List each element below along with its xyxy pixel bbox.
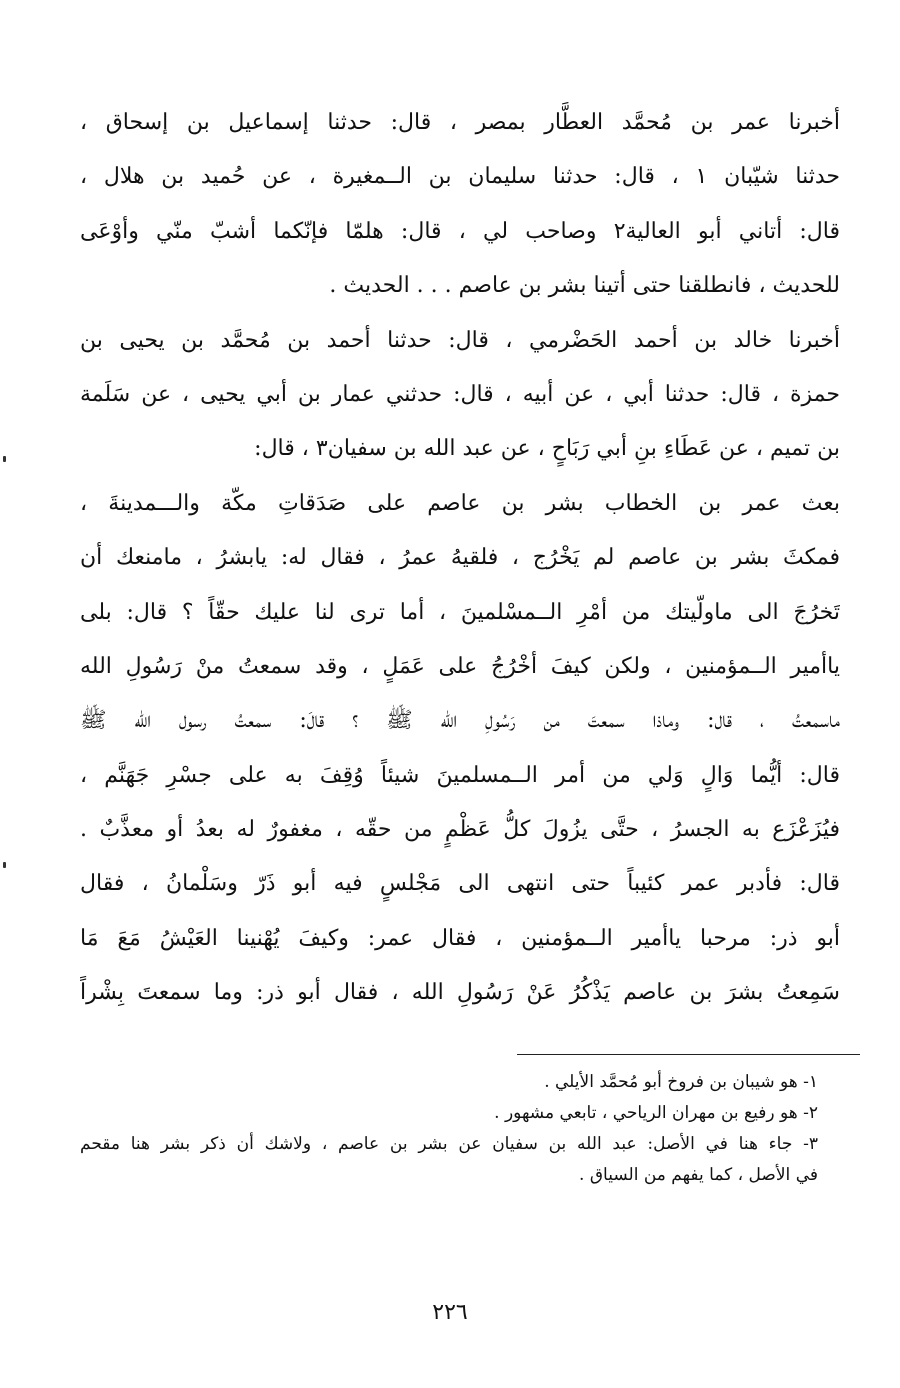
text-line: سَمِعتُ بشرَ بن عاصم يَذْكُرُ عَنْ رَسُولِ الله ، فقال أبو ذر: وما سمعتَ بِشْراً [80, 980, 840, 1006]
footnote-continuation: في الأصل ، كما يفهم من السياق . [579, 1165, 818, 1185]
text-line: فمكثَ بشر بن عاصم لم يَخْرُج ، فلقيهُ عمرُ ، فقال له: يابشرُ ، مامنعك أن [80, 545, 840, 571]
text-line: بعث عمر بن الخطاب بشر بن عاصم على صَدَقاتِ مكّة والـــمدينةَ ، [80, 490, 840, 516]
text-line: للحديث ، فانطلقنا حتى أتينا بشر بن عاصم . . . الحديث . [329, 273, 840, 299]
footnote: ١- هو شيبان بن فروخ أبو مُحمَّد الأيلي . [544, 1072, 818, 1092]
footnote: ٣- جاء هنا في الأصل: عبد الله بن سفيان عن بشر بن عاصم ، ولاشك أن ذكر بشر هنا مقحم [80, 1134, 818, 1154]
text-line: أبو ذر: مرحبا ياأمير الــمؤمنين ، فقال عمر: وكيفَ يُهْنينا العَيْشُ مَعَ مَا [80, 925, 840, 951]
text-line: بن تميم ، عن عَطَاءِ بنِ أبي رَبَاحٍ ، عن عبد الله بن سفيان٣ ، قال: [254, 436, 840, 462]
footnotes [80, 1068, 818, 1192]
text-line: أخبرنا خالد بن أحمد الحَضْرمي ، قال: حدثنا أحمد بن مُحمَّد بن يحيى بن [80, 327, 840, 353]
text-line: ياأمير الــمؤمنين ، ولكن كيفَ أخْرُجُ على عَمَلٍ ، وقد سمعتُ منْ رَسُولِ الله [80, 653, 840, 679]
text-line: قال: فأدبر عمر كئيباً حتى انتهى الى مَجْلسٍ فيه أبو ذَرّ وسَلْمانُ ، فقال [80, 871, 840, 897]
main-text [80, 96, 840, 1021]
text-line: ماسمعتُ ، قال: وماذا سمعتَ من رَسُولِ الله ﷺ ؟ قالَ: سمعتُ رسول الله ﷺ [80, 708, 840, 734]
text-line: قال: أيُّما وَالٍ وَلي من أمر الــمسلمينَ شيئاً وُقِفَ به على جسْرِ جَهَنَّم ، [80, 762, 840, 788]
page-number: ٢٢٦ [432, 1300, 468, 1325]
text-line: أخبرنا عمر بن مُحمَّد العطَّار بمصر ، قال: حدثنا إسماعيل بن إسحاق ، [80, 110, 840, 135]
text-line: فيُزَعْزَع به الجسرُ ، حتَّى يزُولَ كلُّ عَظْمٍ من حقّه ، مغفورٌ له بعدُ أو معذَّبٌ . [80, 817, 840, 843]
text-line: حدثنا شيّبان ١ ، قال: حدثنا سليمان بن الــمغيرة ، عن حُميد بن هلال ، [80, 164, 840, 190]
margin-mark [3, 862, 6, 868]
text-line: حمزة ، قال: حدثنا أبي ، عن أبيه ، قال: حدثني عمار بن أبي يحيى ، عن سَلَمة [80, 381, 840, 407]
text-line: قال: أتاني أبو العالية٢ وصاحب لي ، قال: هلمّا فإنّكما أشبّ منّي وأوْعَى [80, 218, 840, 244]
text-line: تَخرُجَ الى ماولّيتك من أمْرِ الــمسْلمينَ ، أما ترى لنا عليك حقّاً ؟ قال: بلى [80, 599, 840, 625]
margin-mark [3, 456, 6, 462]
footnote-divider [517, 1054, 860, 1055]
footnote: ٢- هو رفيع بن مهران الرياحي ، تابعي مشهور . [494, 1103, 818, 1123]
